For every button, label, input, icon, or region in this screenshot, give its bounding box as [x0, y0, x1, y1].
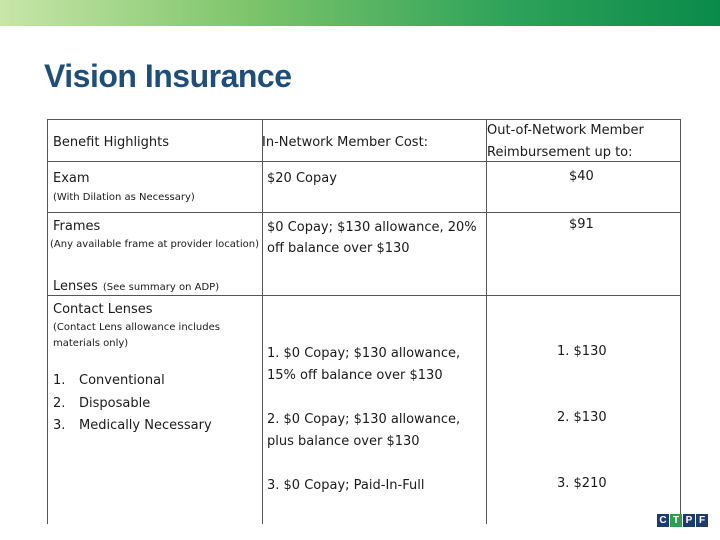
header-benefit-highlights: Benefit Highlights [53, 135, 170, 150]
exam-sub: (With Dilation as Necessary) [53, 192, 195, 203]
frames-in-network-line2: off balance over $130 [267, 241, 410, 256]
contact-in-network-line1: 1. $0 Copay; $130 allowance, [267, 346, 461, 361]
header-in-network: In-Network Member Cost: [262, 135, 429, 150]
frames-in-network-line1: $0 Copay; $130 allowance, 20% [267, 220, 477, 235]
lenses-sub: (See summary on ADP) [102, 282, 220, 293]
contact-in-network-line1: 2. $0 Copay; $130 allowance, [267, 412, 461, 427]
page-title: Vision Insurance [44, 58, 292, 94]
logo-letter: T [670, 514, 682, 527]
logo-letter: C [657, 514, 669, 527]
contact-in-network-line2: 15% off balance over $130 [267, 368, 443, 383]
frames-sub: (Any available frame at provider location) [50, 239, 259, 250]
logo-letter: P [683, 514, 695, 527]
contact-in-network-line2: plus balance over $130 [267, 434, 420, 449]
frames-out-network: $91 [569, 217, 594, 232]
contact-type-num: 3. [53, 418, 66, 433]
contact-lenses-sub-line2: materials only) [53, 338, 129, 349]
frames-label: Frames [53, 219, 101, 234]
contact-type-label: Disposable [79, 396, 151, 411]
contact-out-network: 3. $210 [557, 476, 607, 491]
contact-type-label: Conventional [79, 373, 165, 388]
contact-lenses-label: Contact Lenses [53, 302, 153, 317]
contact-lenses-sub-line1: (Contact Lens allowance includes [53, 322, 220, 333]
contact-type-label: Medically Necessary [79, 418, 212, 433]
header-out-of-network-line2: Reimbursement up to: [487, 145, 633, 160]
contact-type-num: 1. [53, 373, 66, 388]
header-out-of-network-line1: Out-of-Network Member [487, 123, 644, 138]
lenses-row [53, 275, 219, 294]
ctpf-logo [657, 514, 708, 527]
contact-in-network-line1: 3. $0 Copay; Paid-In-Full [267, 478, 425, 493]
exam-in-network: $20 Copay [267, 171, 337, 186]
top-gradient-bar [0, 0, 720, 26]
exam-label: Exam [53, 171, 90, 186]
exam-out-network: $40 [569, 169, 594, 184]
logo-letter: F [696, 514, 708, 527]
lenses-label: Lenses [53, 279, 98, 294]
contact-out-network: 2. $130 [557, 410, 607, 425]
contact-out-network: 1. $130 [557, 344, 607, 359]
contact-type-num: 2. [53, 396, 66, 411]
